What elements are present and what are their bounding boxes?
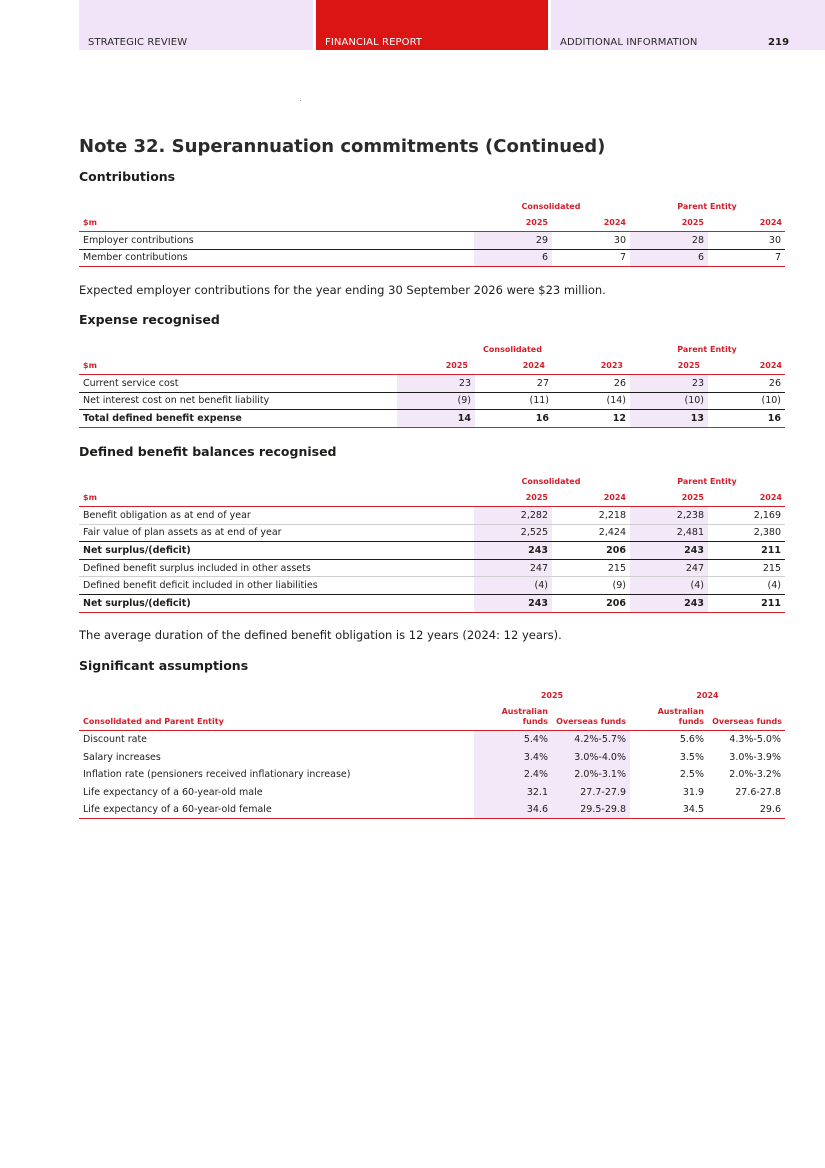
table-row xyxy=(79,375,785,393)
value-cell: (10) xyxy=(630,393,708,410)
value-cell: (9) xyxy=(612,580,626,592)
value-cell: 247 xyxy=(630,560,708,577)
row-label: Current service cost xyxy=(83,377,179,389)
value-cell: (9) xyxy=(397,393,475,410)
table-row-total xyxy=(79,410,785,428)
header-line: Australian xyxy=(501,707,548,716)
value-cell: 2,525 xyxy=(474,525,552,542)
table-row-subtotal xyxy=(79,542,785,560)
value-cell: 243 xyxy=(630,595,708,612)
table-row xyxy=(79,766,785,784)
column-header-overseas-funds: Overseas funds xyxy=(712,717,782,726)
table-row-total xyxy=(79,595,785,613)
value-cell: 247 xyxy=(474,560,552,577)
value-cell: 23 xyxy=(630,375,708,392)
year-header: 2025 xyxy=(681,218,704,227)
row-label: Defined benefit surplus included in other assets xyxy=(83,562,311,574)
value-cell: 3.5% xyxy=(679,751,704,763)
group-header-consolidated: Consolidated xyxy=(521,202,581,211)
year-header: 2025 xyxy=(525,493,548,502)
value-cell: 243 xyxy=(474,595,552,612)
value-cell: 13 xyxy=(630,410,708,427)
row-label: Total defined benefit expense xyxy=(83,412,242,424)
value-cell: 23 xyxy=(397,375,475,392)
group-header-parent-entity: Parent Entity xyxy=(677,477,737,486)
value-cell: 3.4% xyxy=(474,749,552,767)
table-row xyxy=(79,577,785,595)
value-cell: (4) xyxy=(630,577,708,594)
value-cell: 2.0%-3.1% xyxy=(552,766,630,784)
table-row xyxy=(79,560,785,578)
value-cell: (14) xyxy=(606,395,626,407)
balances-table xyxy=(79,475,785,613)
value-cell: 30 xyxy=(768,234,781,246)
row-label: Net surplus/(deficit) xyxy=(83,597,191,609)
value-cell: 215 xyxy=(762,562,781,574)
value-cell: 243 xyxy=(630,542,708,559)
value-cell: 30 xyxy=(613,234,626,246)
value-cell: 28 xyxy=(630,232,708,249)
value-cell: 4.3%-5.0% xyxy=(729,734,781,746)
value-cell: 243 xyxy=(474,542,552,559)
year-header: 2024 xyxy=(603,493,626,502)
value-cell: 211 xyxy=(761,597,781,609)
year-header: 2025 xyxy=(525,218,548,227)
value-cell: 2,169 xyxy=(753,509,781,521)
assumptions-table xyxy=(79,689,785,819)
row-label: Defined benefit deficit included in other liabilities xyxy=(83,580,318,592)
value-cell: 2,218 xyxy=(598,509,626,521)
value-cell: 5.6% xyxy=(679,734,704,746)
row-label: Benefit obligation as at end of year xyxy=(83,509,251,521)
year-group-header: 2025 xyxy=(540,691,564,700)
value-cell: 2.5% xyxy=(679,769,704,781)
header-line: Australian xyxy=(657,707,704,716)
value-cell: 2,424 xyxy=(598,527,626,539)
table-row xyxy=(79,784,785,802)
row-label: Salary increases xyxy=(83,751,161,763)
value-cell: 6 xyxy=(474,250,552,267)
header-tab-additional-information[interactable] xyxy=(551,0,825,50)
table-header xyxy=(79,475,785,507)
contributions-table xyxy=(79,200,785,267)
value-cell: 27.6-27.8 xyxy=(735,787,781,799)
table-row xyxy=(79,801,785,819)
table-row xyxy=(79,393,785,411)
value-cell: 2,380 xyxy=(753,527,781,539)
value-cell: 16 xyxy=(535,412,549,424)
header-tab-label: ADDITIONAL INFORMATION xyxy=(560,37,698,48)
column-header-overseas-funds: Overseas funds xyxy=(556,717,626,726)
value-cell: 2.4% xyxy=(474,766,552,784)
row-label: Fair value of plan assets as at end of year xyxy=(83,527,282,539)
value-cell: 7 xyxy=(619,252,626,264)
value-cell: 16 xyxy=(767,412,781,424)
row-label: Life expectancy of a 60-year-old male xyxy=(83,787,263,799)
value-cell: (11) xyxy=(529,395,549,407)
header-line: funds xyxy=(678,717,704,726)
row-label: Employer contributions xyxy=(83,234,194,246)
value-cell: 26 xyxy=(613,377,626,389)
year-header: 2024 xyxy=(759,361,782,370)
value-cell: 27.7-27.9 xyxy=(552,784,630,802)
year-header: 2025 xyxy=(445,361,468,370)
value-cell: 3.0%-3.9% xyxy=(729,751,781,763)
group-header-consolidated: Consolidated xyxy=(483,345,542,354)
year-header: 2025 xyxy=(677,361,700,370)
value-cell: 206 xyxy=(606,597,626,609)
table-row xyxy=(79,507,785,525)
row-label: Inflation rate (pensioners received inflationary increase) xyxy=(83,769,351,781)
expense-table xyxy=(79,343,785,428)
page-number: 219 xyxy=(768,37,790,48)
header-tab-label: STRATEGIC REVIEW xyxy=(88,37,188,48)
year-header: 2024 xyxy=(759,493,782,502)
header-tab-label: FINANCIAL REPORT xyxy=(325,37,423,48)
value-cell: 34.5 xyxy=(682,804,704,816)
year-header: 2024 xyxy=(759,218,782,227)
page-title: Note 32. Superannuation commitments (Continued) xyxy=(79,136,606,157)
column-header-australian-funds xyxy=(630,707,704,727)
column-label: $m xyxy=(83,218,97,227)
section-heading-expense: Expense recognised xyxy=(79,312,220,327)
row-label: Discount rate xyxy=(83,734,148,746)
value-cell: 2,238 xyxy=(630,507,708,524)
table-row xyxy=(79,250,785,268)
value-cell: 211 xyxy=(761,544,781,556)
table-row xyxy=(79,525,785,543)
value-cell: (4) xyxy=(474,577,552,594)
value-cell: 3.0%-4.0% xyxy=(552,749,630,767)
value-cell: 27 xyxy=(536,377,549,389)
year-header: 2023 xyxy=(600,361,623,370)
value-cell: 14 xyxy=(397,410,475,427)
column-label: $m xyxy=(83,493,97,502)
row-label: Member contributions xyxy=(83,252,188,264)
group-header-parent-entity: Parent Entity xyxy=(677,345,737,354)
value-cell: 34.6 xyxy=(474,801,552,818)
section-heading-contributions: Contributions xyxy=(79,169,176,184)
row-label: Net surplus/(deficit) xyxy=(83,544,191,556)
table-row xyxy=(79,749,785,767)
table-row xyxy=(79,731,785,749)
header-tab-strategic-review[interactable] xyxy=(79,0,313,50)
group-header-consolidated: Consolidated xyxy=(521,477,581,486)
value-cell: 29 xyxy=(474,232,552,249)
section-heading-assumptions: Significant assumptions xyxy=(79,658,249,673)
year-group-header: 2024 xyxy=(696,691,719,700)
value-cell: (10) xyxy=(761,395,781,407)
table-header xyxy=(79,689,785,731)
value-cell: 32.1 xyxy=(474,784,552,802)
value-cell: 29.5-29.8 xyxy=(552,801,630,818)
year-header: 2025 xyxy=(681,493,704,502)
row-label: Life expectancy of a 60-year-old female xyxy=(83,804,272,816)
expected-contributions-text: Expected employer contributions for the year ending 30 September 2026 were $23 million. xyxy=(79,283,606,297)
column-label: $m xyxy=(83,361,97,370)
value-cell: 7 xyxy=(774,252,781,264)
value-cell: 4.2%-5.7% xyxy=(552,731,630,749)
value-cell: 5.4% xyxy=(474,731,552,749)
table-row xyxy=(79,232,785,250)
value-cell: 31.9 xyxy=(682,787,704,799)
value-cell: (4) xyxy=(767,580,781,592)
section-heading-balances: Defined benefit balances recognised xyxy=(79,444,337,459)
value-cell: 6 xyxy=(630,250,708,267)
header-tab-financial-report[interactable] xyxy=(316,0,548,50)
value-cell: 12 xyxy=(612,412,626,424)
column-header-australian-funds xyxy=(474,707,548,727)
stray-dot xyxy=(300,100,301,101)
value-cell: 29.6 xyxy=(759,804,781,816)
row-label: Net interest cost on net benefit liability xyxy=(83,395,270,407)
value-cell: 206 xyxy=(606,544,626,556)
table-header xyxy=(79,343,785,375)
value-cell: 215 xyxy=(607,562,626,574)
group-header-parent-entity: Parent Entity xyxy=(677,202,737,211)
duration-text: The average duration of the defined benefit obligation is 12 years (2024: 12 years). xyxy=(79,628,562,642)
year-header: 2024 xyxy=(522,361,545,370)
year-header: 2024 xyxy=(603,218,626,227)
table-header xyxy=(79,200,785,232)
value-cell: 2.0%-3.2% xyxy=(729,769,781,781)
value-cell: 2,481 xyxy=(630,525,708,542)
header-line: funds xyxy=(522,717,548,726)
column-label: Consolidated and Parent Entity xyxy=(83,717,224,726)
value-cell: 26 xyxy=(768,377,781,389)
value-cell: 2,282 xyxy=(474,507,552,524)
